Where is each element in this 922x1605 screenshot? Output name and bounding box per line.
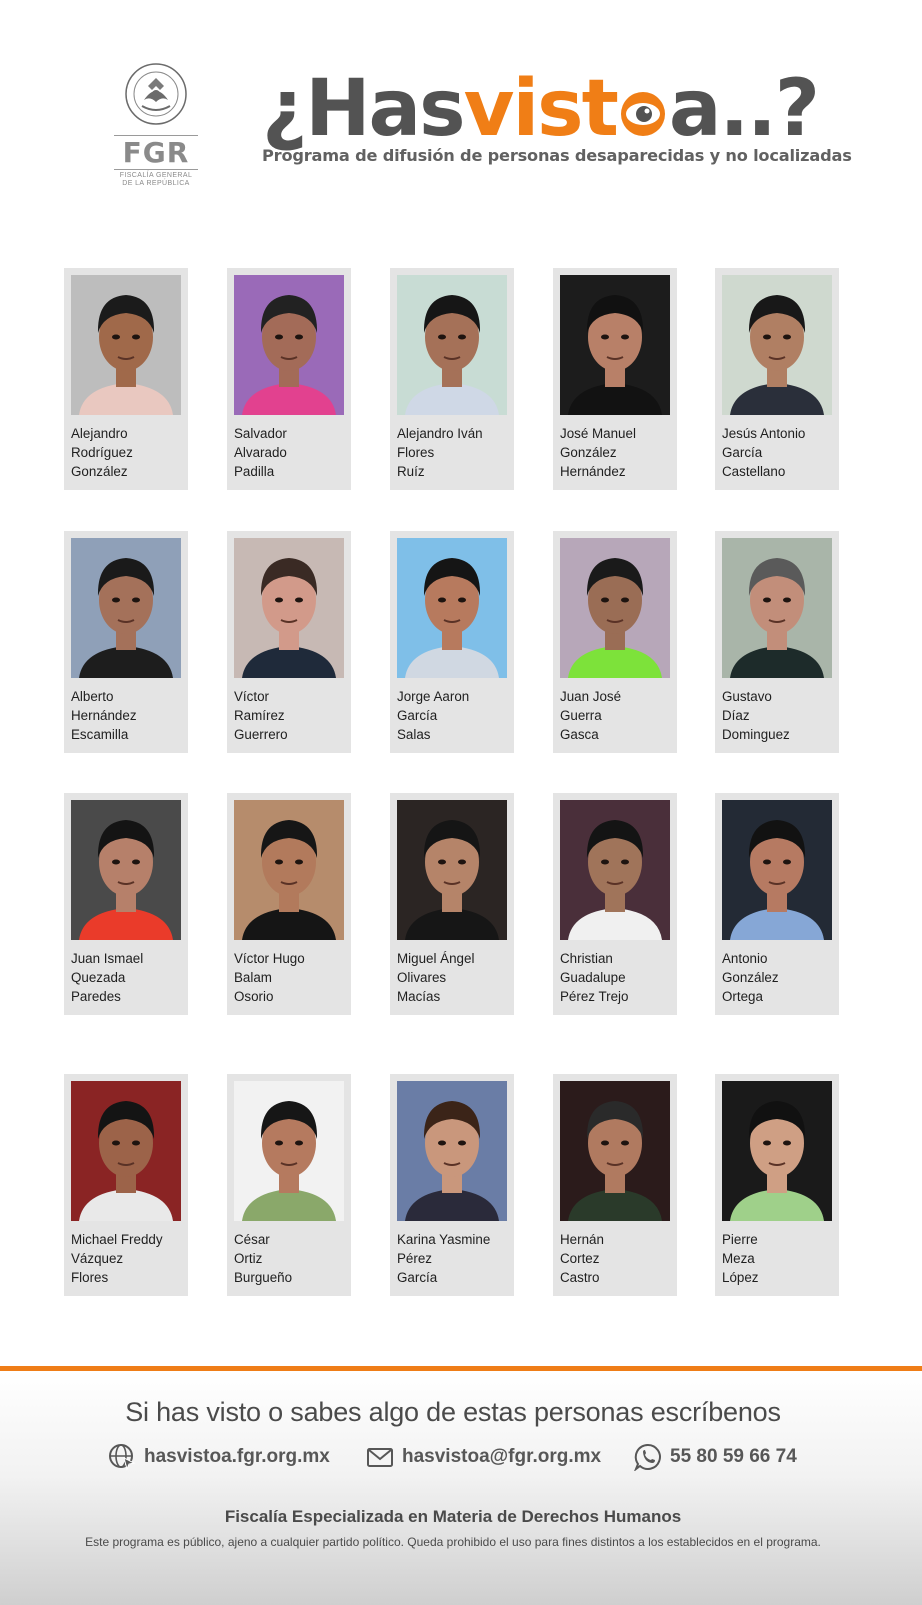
person-name-line1: Jorge Aaron	[397, 689, 470, 704]
person-name-line3: Escamilla	[71, 727, 129, 742]
person-name	[560, 949, 675, 1006]
portrait-icon	[722, 275, 832, 415]
person-card[interactable]	[227, 793, 351, 1015]
fgr-logo	[114, 62, 198, 188]
person-photo	[722, 538, 832, 678]
portrait-icon	[560, 275, 670, 415]
eye-icon	[618, 87, 668, 137]
person-name-line1: Salvador	[234, 426, 287, 441]
person-name-line3: Guerrero	[234, 727, 288, 742]
person-photo	[397, 1081, 507, 1221]
person-name-line3: Burgueño	[234, 1270, 293, 1285]
person-photo	[71, 275, 181, 415]
person-name	[397, 1230, 512, 1287]
person-card[interactable]	[227, 268, 351, 490]
person-name	[560, 1230, 675, 1287]
person-photo	[560, 800, 670, 940]
person-name-line3: Osorio	[234, 989, 274, 1004]
person-name-line3: Hernández	[560, 464, 626, 479]
portrait-icon	[234, 275, 344, 415]
portrait-icon	[71, 1081, 181, 1221]
person-name-line1: Juan Ismael	[71, 951, 144, 966]
person-photo	[234, 538, 344, 678]
person-name-line3: Castellano	[722, 464, 786, 479]
person-name-line3: Pérez Trejo	[560, 989, 629, 1004]
person-photo	[234, 1081, 344, 1221]
person-name-line1: Juan José	[560, 689, 622, 704]
person-card[interactable]	[553, 793, 677, 1015]
person-photo	[722, 1081, 832, 1221]
email-link[interactable]	[366, 1441, 601, 1473]
person-name-line3: Padilla	[234, 464, 275, 479]
envelope-icon	[366, 1443, 394, 1471]
portrait-icon	[234, 538, 344, 678]
person-name	[234, 1230, 349, 1287]
page-footer	[0, 1366, 922, 1605]
person-name-line2: Guadalupe	[560, 970, 626, 985]
person-name-line2: Balam	[234, 970, 272, 985]
phone-link[interactable]	[634, 1441, 797, 1473]
person-name-line3: García	[397, 1270, 438, 1285]
person-name-line2: Quezada	[71, 970, 126, 985]
person-name-line1: Alejandro	[71, 426, 128, 441]
person-card[interactable]	[553, 1074, 677, 1296]
portrait-icon	[560, 538, 670, 678]
hasvistoa-brand	[262, 64, 852, 165]
person-photo	[397, 275, 507, 415]
person-name-line2: Alvarado	[234, 445, 287, 460]
person-card[interactable]	[715, 1074, 839, 1296]
person-photo	[234, 275, 344, 415]
person-photo	[71, 538, 181, 678]
person-name-line3: Salas	[397, 727, 431, 742]
website-text: hasvistoa.fgr.org.mx	[144, 1446, 330, 1467]
person-name-line2: Flores	[397, 445, 435, 460]
person-name-line1: Alejandro Iván	[397, 426, 483, 441]
portrait-icon	[722, 800, 832, 940]
person-name-line3: Macías	[397, 989, 441, 1004]
person-name-line2: Hernández	[71, 708, 137, 723]
brand-title	[262, 64, 819, 154]
national-seal-icon	[124, 62, 188, 126]
portrait-icon	[722, 538, 832, 678]
whatsapp-icon	[634, 1443, 662, 1471]
person-name-line2: Vázquez	[71, 1251, 124, 1266]
person-name-line2: Cortez	[560, 1251, 600, 1266]
brand-title-part3: a..?	[668, 64, 819, 154]
person-photo	[560, 1081, 670, 1221]
person-photo	[234, 800, 344, 940]
person-name-line3: Castro	[560, 1270, 600, 1285]
portrait-icon	[71, 800, 181, 940]
portrait-icon	[560, 1081, 670, 1221]
person-name-line1: Christian	[560, 951, 613, 966]
brand-subtitle: Programa de difusión de personas desaparecidas y no localizadas	[262, 146, 852, 165]
person-name	[560, 424, 675, 481]
person-name-line1: Hernán	[560, 1232, 604, 1247]
person-card[interactable]	[390, 531, 514, 753]
person-card[interactable]	[390, 1074, 514, 1296]
person-name	[397, 424, 512, 481]
person-name	[397, 687, 512, 744]
person-name-line2: García	[722, 445, 763, 460]
portrait-icon	[234, 1081, 344, 1221]
email-text: hasvistoa@fgr.org.mx	[402, 1446, 602, 1467]
brand-title-part1: ¿Has	[262, 64, 464, 154]
person-photo	[560, 538, 670, 678]
person-name	[234, 687, 349, 744]
person-name-line2: García	[397, 708, 438, 723]
person-name-line1: Víctor Hugo	[234, 951, 305, 966]
person-card[interactable]	[64, 1074, 188, 1296]
person-card[interactable]	[64, 531, 188, 753]
person-card[interactable]	[715, 793, 839, 1015]
fgr-initials: FGR	[114, 135, 198, 167]
portrait-icon	[71, 275, 181, 415]
person-name-line3: Dominguez	[722, 727, 790, 742]
fgr-name-line1: FISCALÍA GENERAL	[114, 169, 198, 180]
person-name-line3: Ortega	[722, 989, 763, 1004]
person-name	[71, 687, 186, 744]
person-name-line1: Pierre	[722, 1232, 758, 1247]
person-card[interactable]	[64, 268, 188, 490]
person-card[interactable]	[390, 793, 514, 1015]
person-name	[722, 424, 837, 481]
person-card[interactable]	[227, 531, 351, 753]
person-name-line1: Jesús Antonio	[722, 426, 806, 441]
person-name-line1: Miguel Ángel	[397, 951, 475, 966]
person-card[interactable]	[553, 531, 677, 753]
phone-text: 55 80 59 66 74	[670, 1446, 797, 1467]
person-name	[71, 949, 186, 1006]
contact-row	[108, 1441, 808, 1475]
portrait-icon	[722, 1081, 832, 1221]
person-name-line2: Ortiz	[234, 1251, 263, 1266]
portrait-icon	[397, 800, 507, 940]
website-link[interactable]	[108, 1441, 330, 1473]
person-name-line1: José Manuel	[560, 426, 636, 441]
globe-cursor-icon	[108, 1443, 136, 1471]
person-name-line3: Paredes	[71, 989, 121, 1004]
portrait-icon	[234, 800, 344, 940]
person-name-line2: González	[722, 970, 779, 985]
person-card[interactable]	[227, 1074, 351, 1296]
person-name-line2: Meza	[722, 1251, 755, 1266]
person-card[interactable]	[715, 268, 839, 490]
portrait-icon	[397, 1081, 507, 1221]
person-name-line1: Michael Freddy	[71, 1232, 163, 1247]
portrait-icon	[397, 275, 507, 415]
person-name	[722, 1230, 837, 1287]
person-name-line2: Guerra	[560, 708, 602, 723]
person-name	[71, 1230, 186, 1287]
person-name-line2: Díaz	[722, 708, 750, 723]
person-photo	[71, 800, 181, 940]
brand-title-part2: vist	[463, 64, 617, 154]
portrait-icon	[397, 538, 507, 678]
person-photo	[71, 1081, 181, 1221]
person-name	[560, 687, 675, 744]
person-card[interactable]	[715, 531, 839, 753]
person-photo	[397, 538, 507, 678]
person-name	[397, 949, 512, 1006]
person-name	[722, 687, 837, 744]
person-name-line1: Karina Yasmine	[397, 1232, 491, 1247]
person-name-line2: Rodríguez	[71, 445, 133, 460]
person-photo	[722, 275, 832, 415]
person-name-line2: Ramírez	[234, 708, 285, 723]
person-card[interactable]	[553, 268, 677, 490]
person-name-line3: López	[722, 1270, 759, 1285]
person-name-line2: Olivares	[397, 970, 447, 985]
person-photo	[722, 800, 832, 940]
person-name-line1: César	[234, 1232, 270, 1247]
page-header	[0, 0, 922, 230]
person-name-line3: Gasca	[560, 727, 599, 742]
person-name-line3: Ruíz	[397, 464, 425, 479]
office-name: Fiscalía Especializada en Materia de Derechos Humanos	[224, 1507, 682, 1526]
person-photo	[560, 275, 670, 415]
person-name	[234, 949, 349, 1006]
person-name-line3: González	[71, 464, 128, 479]
fgr-name-line2: DE LA REPÚBLICA	[122, 180, 190, 187]
person-name-line2: Pérez	[397, 1251, 432, 1266]
person-name-line1: Antonio	[722, 951, 768, 966]
person-name	[234, 424, 349, 481]
portrait-icon	[71, 538, 181, 678]
person-name-line1: Gustavo	[722, 689, 772, 704]
person-card[interactable]	[64, 793, 188, 1015]
person-name-line3: Flores	[71, 1270, 109, 1285]
person-card[interactable]	[390, 268, 514, 490]
person-name-line2: González	[560, 445, 617, 460]
disclaimer: Este programa es público, ajeno a cualquier partido político. Queda prohibido el uso para fines distintos a los establecidos en el programa.	[85, 1535, 821, 1549]
person-name-line1: Alberto	[71, 689, 114, 704]
call-to-action: Si has visto o sabes algo de estas personas escríbenos	[125, 1397, 781, 1427]
person-name	[722, 949, 837, 1006]
person-name	[71, 424, 186, 481]
person-photo	[397, 800, 507, 940]
portrait-icon	[560, 800, 670, 940]
person-name-line1: Víctor	[234, 689, 269, 704]
